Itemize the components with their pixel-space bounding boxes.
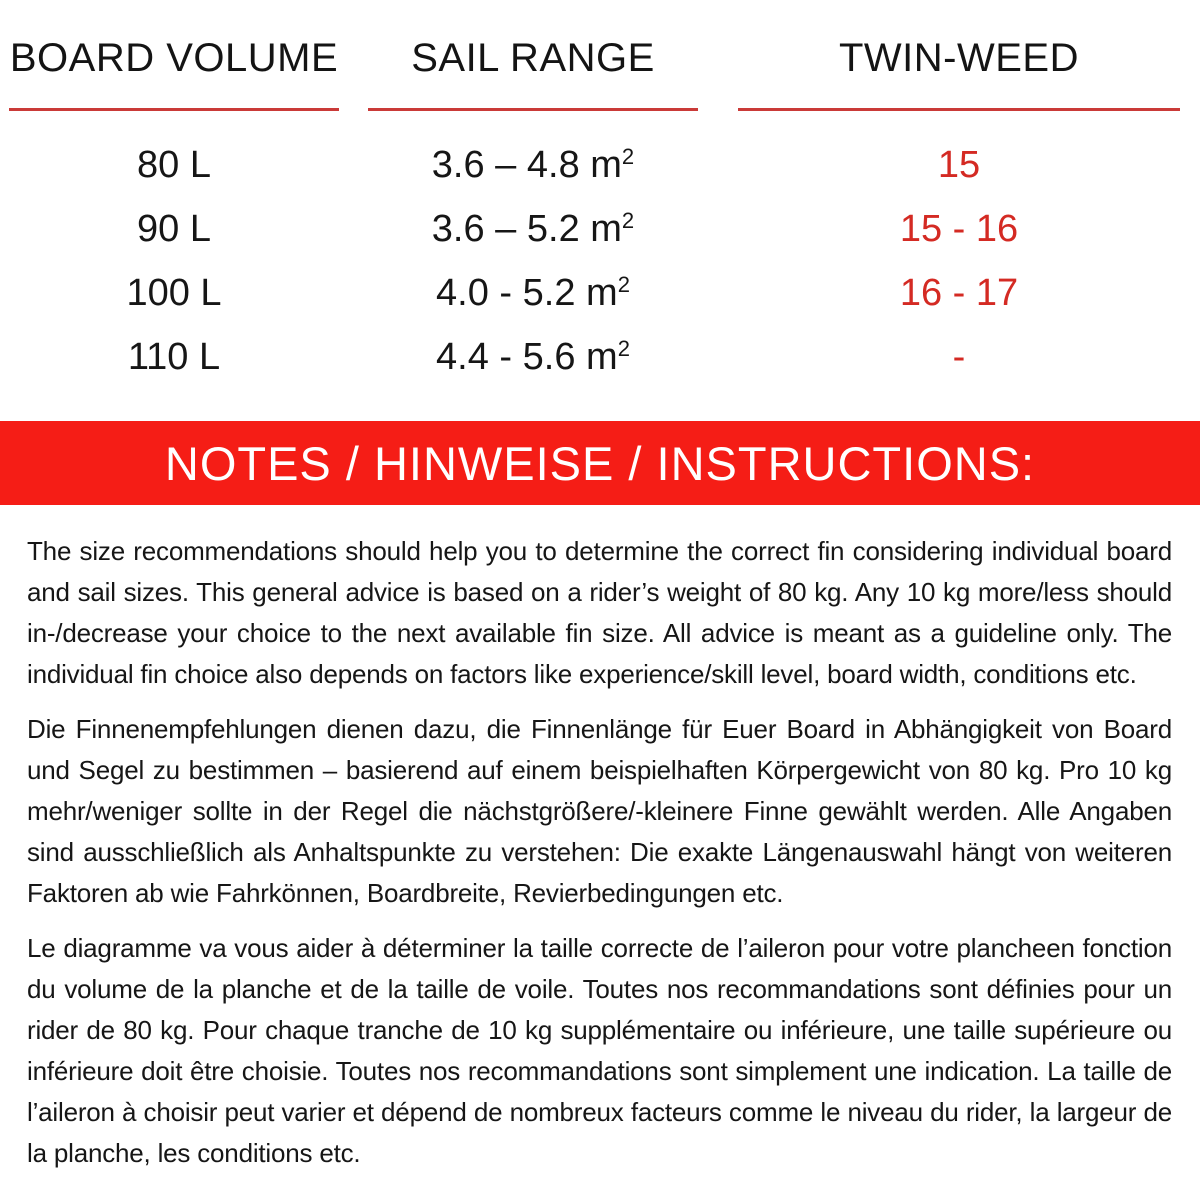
sail-range-cell: 4.0 - 5.2 $m^2$ bbox=[436, 271, 630, 314]
squared-superscript: 2 bbox=[617, 272, 630, 298]
table-row bbox=[0, 325, 1200, 389]
column-header-sail-range: SAIL RANGE bbox=[411, 36, 655, 80]
note-paragraph-english: The size recommendations should help you to determine the correct fin considering individual board and sail sizes. This general advice is based on a rider’s weight of 80 kg. Any 10 kg more/less should in-/decrease your choice to the next available fin size. All advice is meant as a guideline only. The individual fin choice also depends on factors like experience/skill level, board width, conditions etc. bbox=[27, 536, 1172, 689]
header-underline-row bbox=[0, 108, 1200, 111]
fin-size-cell: 15 bbox=[937, 143, 981, 186]
fin-size-cell: 15 - 16 bbox=[899, 207, 1019, 250]
board-volume-cell: 100 L bbox=[126, 271, 222, 314]
header-underline-twin-weed bbox=[738, 108, 1180, 111]
sail-range-cell: 4.4 - 5.6 $m^2$ bbox=[436, 335, 630, 378]
column-header-twin-weed: TWIN-WEED bbox=[838, 36, 1079, 80]
note-paragraph-french: Le diagramme va vous aider à déterminer la taille correcte de l’aileron pour votre plancheen fonction du volume de la planche et de la taille de voile. Toutes nos recommandations sont définies pour un rider de 80 kg. Pour chaque tranche de 10 kg supplémentaire ou inférieure, une taille supérieure ou inférieure doit être choisie. Toutes nos recommandations sont simplement une indication. La taille de l’aileron à choisir peut varier et dépend de nombreux facteurs comme le niveau du rider, la largeur de la planche, les conditions etc. bbox=[27, 933, 1172, 1168]
fin-size-table bbox=[0, 0, 1200, 389]
fin-size-cell: 16 - 17 bbox=[899, 271, 1019, 314]
notes-banner bbox=[0, 421, 1200, 505]
notes-section bbox=[0, 505, 1200, 1174]
sail-range-cell: 3.6 – 4.8 $m^2$ bbox=[431, 143, 635, 186]
board-volume-cell: 110 L bbox=[127, 335, 221, 378]
squared-superscript: 2 bbox=[617, 336, 630, 362]
table-row bbox=[0, 261, 1200, 325]
notes-banner-title: NOTES / HINWEISE / INSTRUCTIONS: bbox=[164, 436, 1036, 490]
header-underline-sail-range bbox=[368, 108, 698, 111]
note-paragraph-german: Die Finnenempfehlungen dienen dazu, die Finnenlänge für Euer Board in Abhängigkeit von Board und Segel zu bestimmen – basierend auf einem beispielhaften Körpergewicht von 80 kg. Pro 10 kg mehr/weniger sollte in der Regel die nächstgrößere/-kleinere Finne gewählt werden. Alle Angaben sind ausschließlich als Anhaltspunkte zu verstehen: Die exakte Längenauswahl hängt von weiteren Faktoren ab wie Fahrkönnen, Boardbreite, Revierbedingungen etc. bbox=[27, 714, 1172, 908]
squared-superscript: 2 bbox=[621, 144, 635, 170]
board-volume-cell: 90 L bbox=[137, 207, 211, 250]
sail-range-cell: 3.6 – 5.2 $m^2$ bbox=[431, 207, 635, 250]
table-header-row bbox=[0, 34, 1200, 82]
fin-size-cell: - bbox=[952, 335, 966, 378]
table-row bbox=[0, 133, 1200, 197]
column-header-board-volume: BOARD VOLUME bbox=[9, 36, 339, 80]
table-row bbox=[0, 197, 1200, 261]
board-volume-cell: 80 L bbox=[137, 143, 211, 186]
header-underline-board-volume bbox=[9, 108, 339, 111]
squared-superscript: 2 bbox=[621, 208, 635, 234]
